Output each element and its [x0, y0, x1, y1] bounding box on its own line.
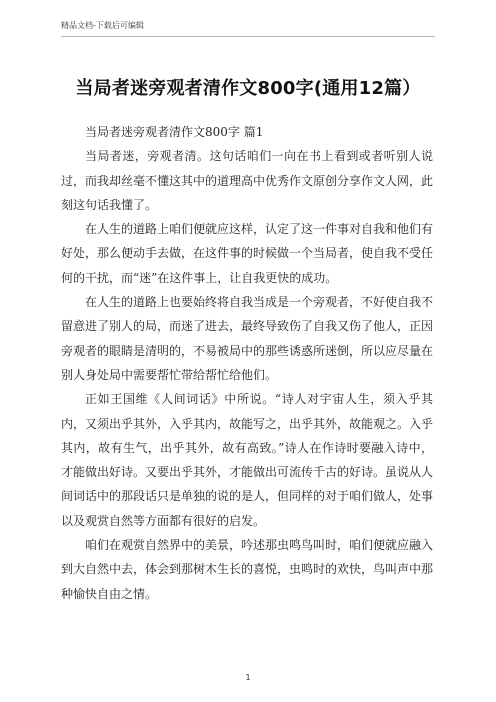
header-note: 精品文档-下载后可编辑: [61, 21, 144, 30]
body-paragraph: 咱们在观赏自然界中的美景，吟述那虫鸣鸟叫时，咱们便就应融入到大自然中去，体会到那树木生长的喜悦，虫鸣时的欢快，鸟叫声中那种愉快自由之情。: [61, 538, 434, 601]
page-number: 1: [245, 673, 251, 682]
section-subheading: 当局者迷旁观者清作文800字 篇1: [85, 125, 264, 139]
body-paragraph: 当局者迷，旁观者清。这句话咱们一向在书上看到或者听别人说过，而我却丝毫不懂这其中的道理高中优秀作文原创分享作文人网，此刻这句话我懂了。: [61, 149, 434, 212]
header-divider: [61, 36, 435, 37]
document-body: [61, 120, 433, 606]
body-paragraph: 在人生的道路上也要始终将自我当成是一个旁观者，不好使自我不留意进了别人的局，而迷了进去，最终导致伤了自我又伤了他人，正因旁观者的眼睛是清明的，不易被局中的那些诱惑所迷倒，所以应尽量在别人身处局中需要帮忙带给帮忙给他们。: [61, 295, 434, 382]
document-title: 当局者迷旁观者清作文800字(通用12篇）: [75, 78, 421, 99]
body-paragraph: 正如王国维《人间词话》中所说。“诗人对宇宙人生，须入乎其内，又须出乎其外，入乎其内，故能写之，出乎其外，故能观之。入乎其内，故有生气，出乎其外，故有高致。”诗人在作诗时要融入诗中，才能做出好诗。又要出乎其外，才能做出可流传千古的好诗。虽说从人间词话中的那段话只是单独的说的是人，但同样的对于咱们做人，处事以及观赏自然等方面都有很好的启发。: [61, 392, 434, 528]
body-paragraph: 在人生的道路上咱们便就应这样，认定了这一件事对自我和他们有好处，那么便动手去做，在这件事的时候做一个当局者，使自我不受任何的干扰，而“迷”在这件事上，让自我更快的成功。: [61, 222, 434, 285]
